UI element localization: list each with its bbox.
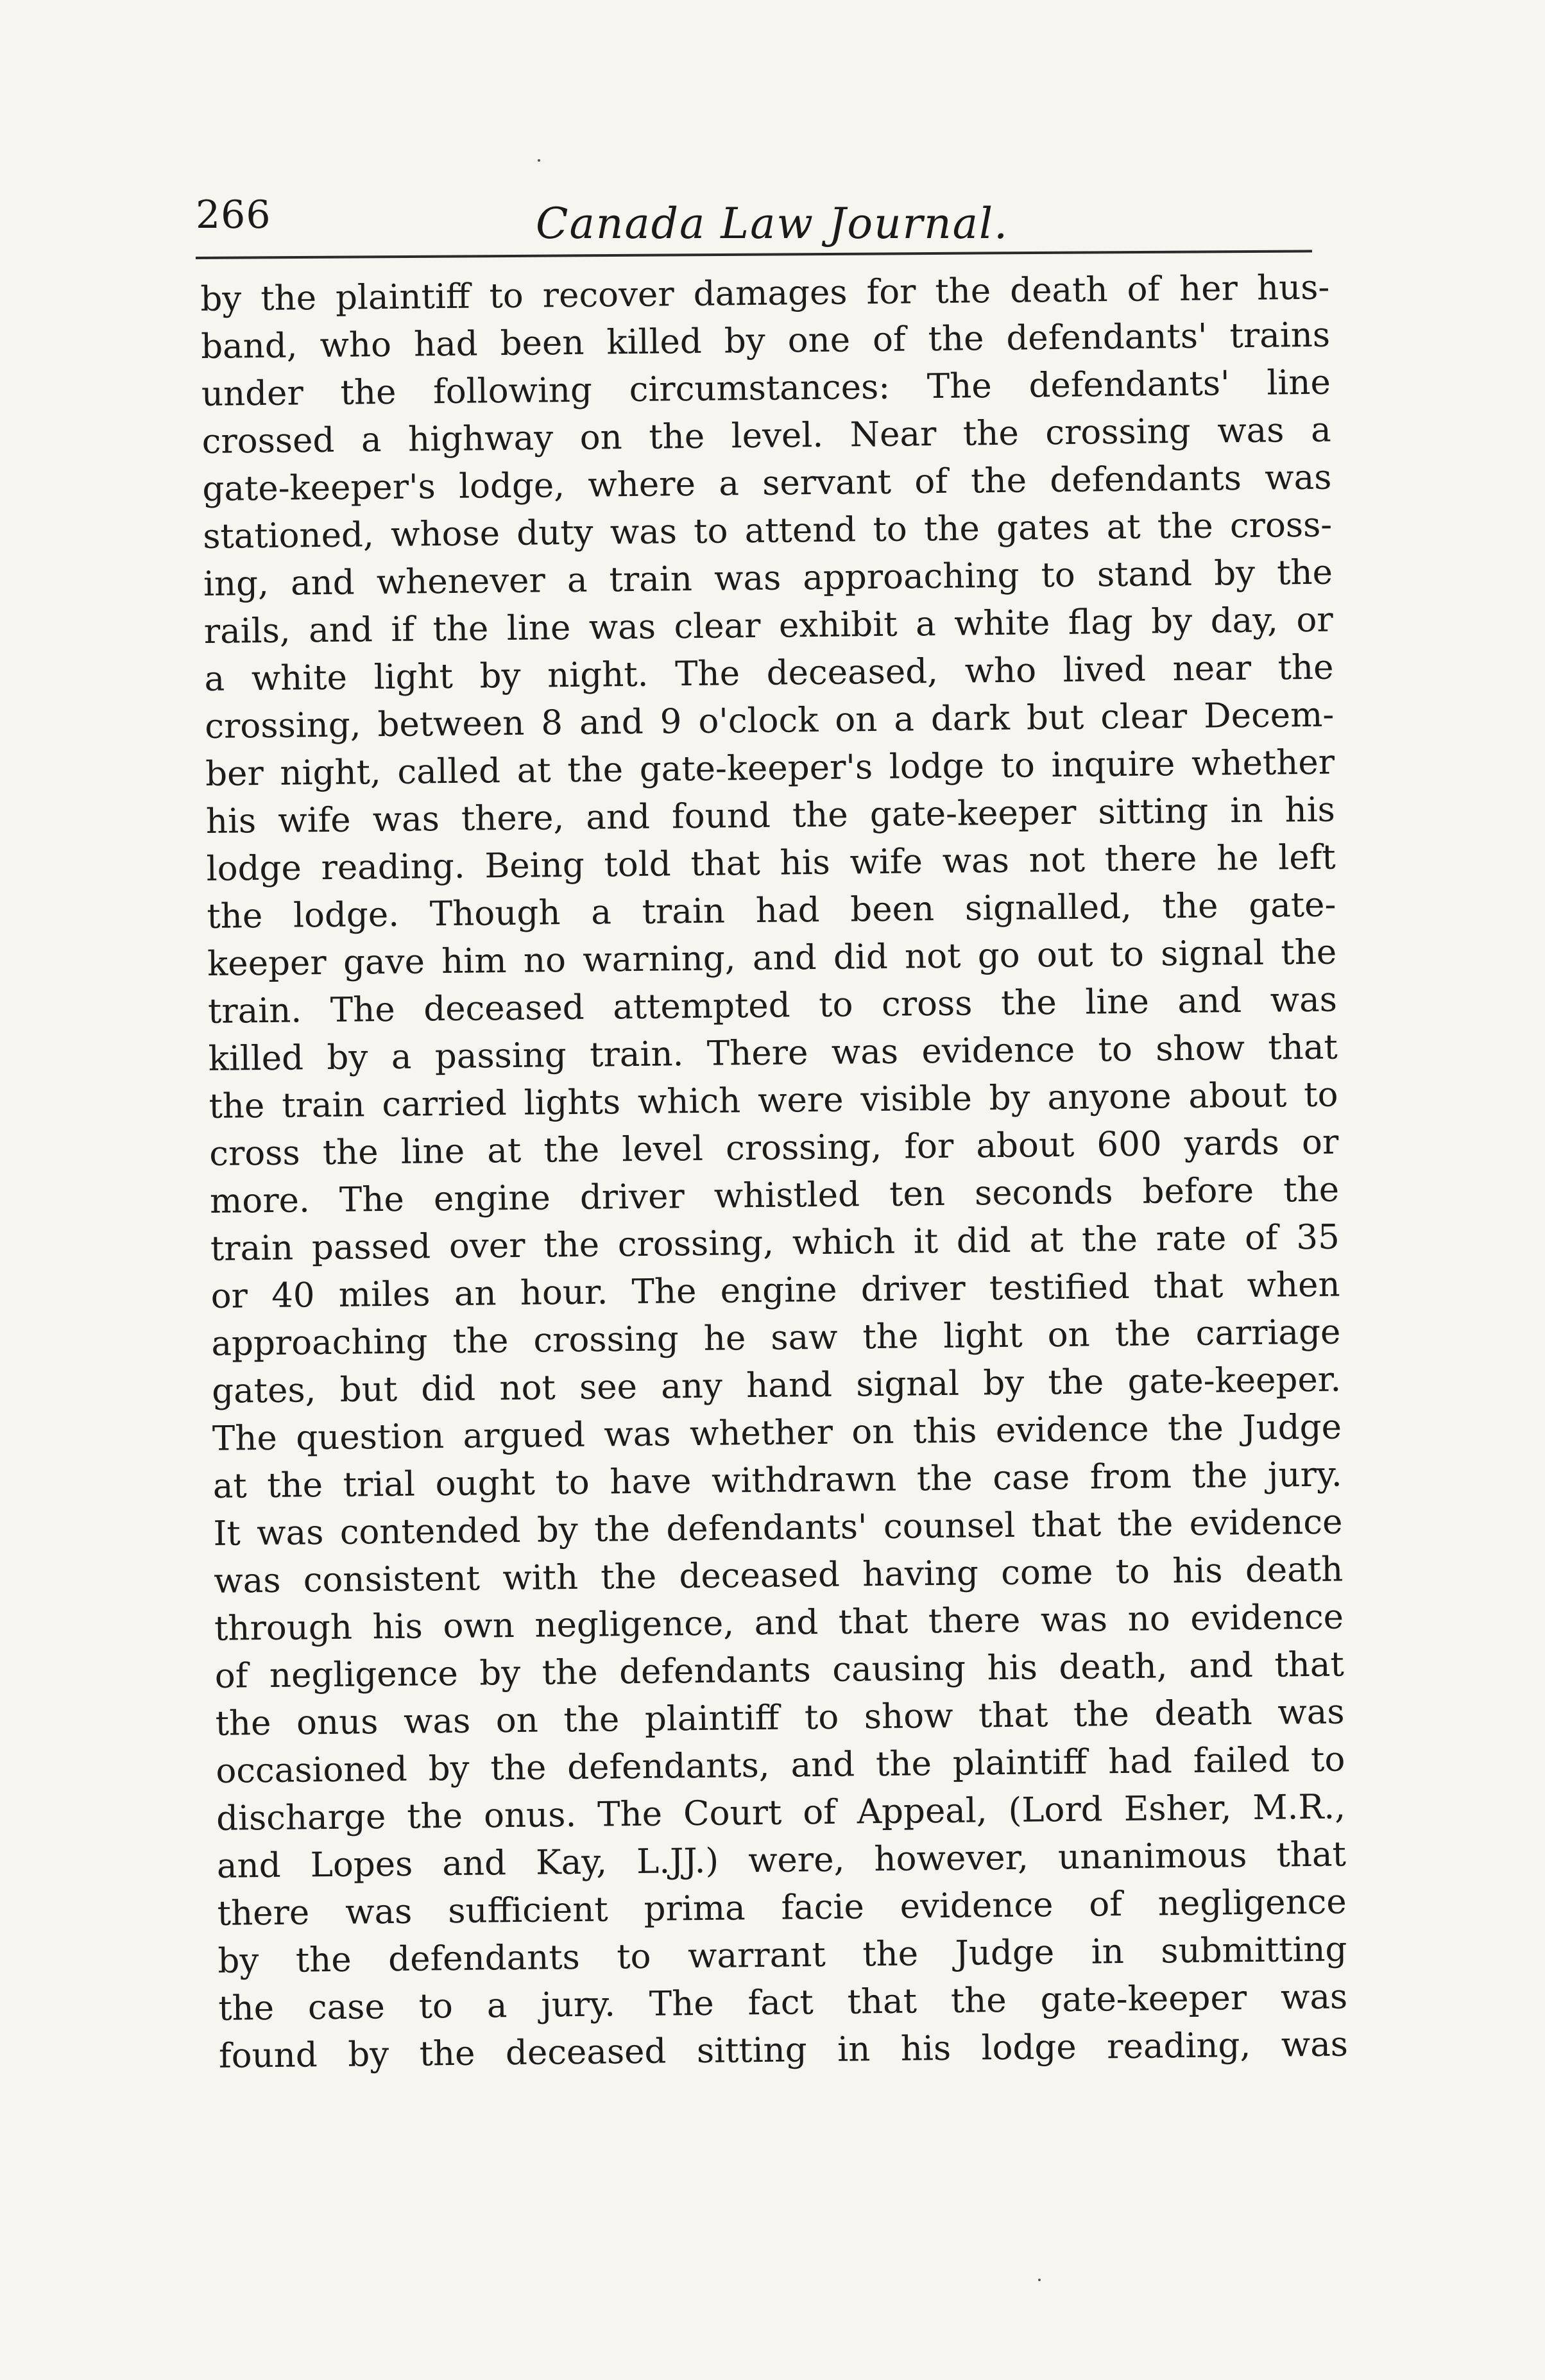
text-line: there was sufficient prima facie evidence of negligence [217, 1882, 1347, 1933]
text-line: approaching the crossing he saw the light on the carriage [211, 1312, 1341, 1364]
text-line: occasioned by the defendants, and the plaintiff had failed to [216, 1740, 1345, 1791]
running-title: Canada Law Journal. [536, 199, 1009, 248]
text-line: rails, and if the line was clear exhibit a white flag by day, or [203, 600, 1334, 651]
body-text [200, 264, 1349, 2201]
text-line: killed by a passing train. There was evidence to show that [208, 1027, 1338, 1079]
text-line: keeper gave him no warning, and did not go out to signal the [207, 932, 1337, 984]
text-line: ing, and whenever a train was approaching to stand by the [203, 552, 1333, 604]
text-line: crossing, between 8 and 9 o'clock on a dark but clear Decem- [205, 695, 1335, 746]
text-line: The question argued was whether on this evidence the Judge [212, 1407, 1342, 1459]
text-line: train. The deceased attempted to cross the line and was [207, 980, 1338, 1031]
page-number: 266 [196, 193, 271, 237]
text-line: the case to a jury. The fact that the gate-keeper was [218, 1977, 1348, 2028]
text-line: the onus was on the plaintiff to show that the death was [215, 1692, 1345, 1743]
text-line: It was contended by the defendants' counsel that the evidence [213, 1502, 1343, 1554]
text-line: through his own negligence, and that there was no evidence [214, 1597, 1344, 1648]
text-line: gates, but did not see any hand signal by the gate-keeper. [211, 1360, 1342, 1411]
text-line: of negligence by the defendants causing his death, and that [214, 1645, 1345, 1696]
text-line: train passed over the crossing, which it did at the rate of 35 [210, 1217, 1340, 1269]
text-line: gate-keeper's lodge, where a servant of the defendants was [202, 458, 1332, 509]
paper-speck [538, 159, 540, 162]
text-line: band, who had been killed by one of the defendants' trains [200, 315, 1331, 366]
text-line: stationed, whose duty was to attend to the gates at the cross- [202, 505, 1333, 556]
text-line: more. The engine driver whistled ten seconds before the [209, 1170, 1340, 1221]
text-line: at the trial ought to have withdrawn the case from the jury. [212, 1455, 1342, 1506]
text-line: or 40 miles an hour. The engine driver testified that when [210, 1265, 1340, 1316]
text-line: discharge the onus. The Court of Appeal, (Lord Esher, M.R., [216, 1787, 1346, 1838]
text-line: found by the deceased sitting in his lodge reading, was [218, 2025, 1349, 2076]
text-line: was consistent with the deceased having come to his death [213, 1550, 1344, 1601]
text-line: crossed a highway on the level. Near the crossing was a [201, 410, 1331, 461]
text-line: cross the line at the level crossing, for about 600 yards or [209, 1122, 1339, 1174]
text-line: the lodge. Though a train had been signalled, the gate- [207, 885, 1336, 936]
text-line: a white light by night. The deceased, who lived near the [204, 647, 1334, 699]
text-line: and Lopes and Kay, L.JJ.) were, however, unanimous that [216, 1835, 1347, 1886]
paper-speck [1038, 2279, 1041, 2281]
text-line: under the following circumstances: The defendants' line [201, 363, 1331, 414]
text-line: by the plaintiff to recover damages for the death of her hus- [200, 268, 1330, 319]
text-line: by the defendants to warrant the Judge in submitting [218, 1930, 1347, 1981]
text-line: ber night, called at the gate-keeper's lodge to inquire whether [205, 742, 1335, 794]
text-line: his wife was there, and found the gate-keeper sitting in his [205, 790, 1336, 841]
text-line: lodge reading. Being told that his wife was not there he left [206, 837, 1336, 889]
text-line: the train carried lights which were visible by anyone about to [209, 1075, 1338, 1126]
